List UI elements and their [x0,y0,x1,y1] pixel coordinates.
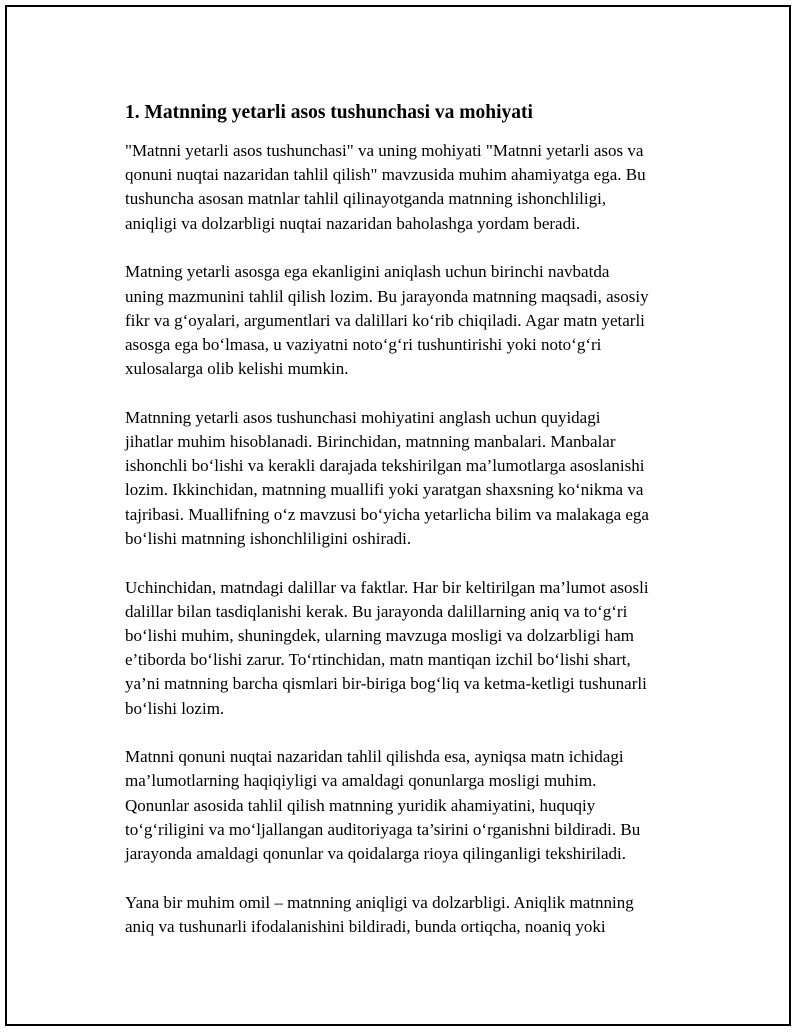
text-line: lozim. Ikkinchidan, matnning muallifi yoki yaratgan shaxsning ko‘nikma va [125,480,644,500]
paragraph-5 [125,745,705,866]
document-body [125,99,705,964]
text-line: Matning yetarli asosga ega ekanligini aniqlash uchun birinchi navbatda [125,262,610,282]
paragraph-3 [125,406,705,551]
text-line: jihatlar muhim hisoblanadi. Birinchidan, matnning manbalari. Manbalar [125,432,616,452]
text-line: Qonunlar asosida tahlil qilish matnning yuridik ahamiyatini, huquqiy [125,795,596,815]
text-line: tushuncha asosan matnlar tahlil qilinayotganda matnning ishonchliligi, [125,189,607,209]
text-line: dalillar bilan tasdiqlanishi kerak. Bu jarayonda dalillarning aniq va to‘g‘ri [125,601,628,621]
text-line: Uchinchidan, matndagi dalillar va faktlar. Har bir keltirilgan ma’lumot asosli [125,577,649,597]
text-line: qonuni nuqtai nazaridan tahlil qilish" mavzusida muhim ahamiyatga ega. Bu [125,165,646,185]
text-line: ishonchli bo‘lishi va kerakli darajada tekshirilgan ma’lumotlarga asoslanishi [125,456,645,476]
text-line: asosga ega bo‘lmasa, u vaziyatni noto‘g‘ri tushuntirishi yoki noto‘g‘ri [125,334,602,354]
paragraph-2 [125,260,705,381]
text-line: bo‘lishi muhim, shuningdek, ularning mavzuga mosligi va dolzarbligi ham [125,625,634,645]
text-line: uning mazmunini tahlil qilish lozim. Bu jarayonda matnning maqsadi, asosiy [125,286,649,306]
text-line: jarayonda amaldagi qonunlar va qoidalarga rioya qilinganligi tekshiriladi. [125,844,627,864]
paragraph-1 [125,139,705,236]
text-line: Matnning yetarli asos tushunchasi mohiyatini anglash uchun quyidagi [125,407,601,427]
text-line: aniq va tushunarli ifodalanishini bildiradi, bunda ortiqcha, noaniq yoki [125,916,606,936]
text-line: fikr va g‘oyalari, argumentlari va dalillari ko‘rib chiqiladi. Agar matn yetarli [125,310,645,330]
paragraph-4 [125,576,705,721]
paragraph-6 [125,891,705,939]
text-line: e’tiborda bo‘lishi zarur. To‘rtinchidan, matn mantiqan izchil bo‘lishi shart, [125,650,631,670]
text-line: bo‘lishi matnning ishonchliligini oshiradi. [125,528,412,548]
document-page [5,5,791,1026]
text-line: tajribasi. Muallifning o‘z mavzusi bo‘yicha yetarlicha bilim va malakaga ega [125,504,649,524]
text-line: to‘g‘riligini va mo‘ljallangan auditoriyaga ta’sirini o‘rganishni bildiradi. Bu [125,819,641,839]
text-line: aniqligi va dolzarbligi nuqtai nazaridan baholashga yordam beradi. [125,213,581,233]
text-line: ya’ni matnning barcha qismlari bir-biriga bog‘liq va ketma-ketligi tushunarli [125,674,647,694]
text-line: "Matnni yetarli asos tushunchasi" va uning mohiyati "Matnni yetarli asos va [125,141,644,160]
text-line: ma’lumotlarning haqiqiyligi va amaldagi qonunlarga mosligi muhim. [125,771,597,791]
section-heading: 1. Matnning yetarli asos tushunchasi va mohiyati [125,102,533,123]
text-line: xulosalarga olib kelishi mumkin. [125,359,349,379]
text-line: Matnni qonuni nuqtai nazaridan tahlil qilishda esa, ayniqsa matn ichidagi [125,747,624,767]
text-line: Yana bir muhim omil – matnning aniqligi va dolzarbligi. Aniqlik matnning [125,892,634,912]
text-line: bo‘lishi lozim. [125,698,225,718]
